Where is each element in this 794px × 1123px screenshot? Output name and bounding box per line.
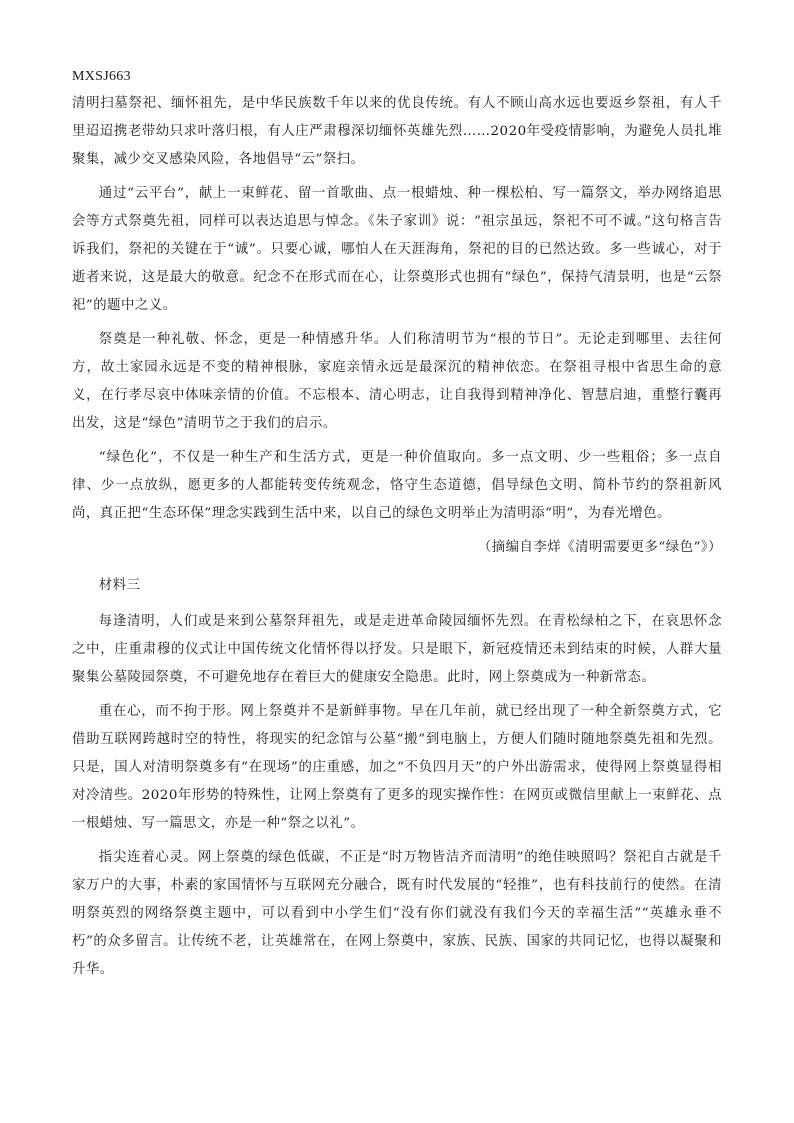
paragraph-7: 指尖连着心灵。网上祭奠的绿色低碳，不正是“时万物皆洁齐而清明”的绝佳映照吗？祭祀自古就是千家万户的大事，朴素的家国情怀与互联网充分融合，既有时代发展的“轻推”，也有科技前行的使然。在清明祭英烈的网络祭奠主题中，可以看到中小学生们“没有你们就没有我们今天的幸福生活”“英雄永垂不朽”的众多留言。让传统不老，让英雄常在，在网上祭奠中，家族、民族、国家的共同记忆，也得以凝聚和升华。 [72, 850, 722, 977]
source-citation: （摘编自李烊《清明需要更多“绿色”》） [477, 540, 722, 555]
section-heading: 材料三 [98, 578, 141, 593]
document-page [72, 64, 722, 984]
paragraph-5: 每逢清明，人们或是来到公墓祭拜祖先，或是走进革命陵园缅怀先烈。在青松绿柏之下，在哀思怀念之中，庄重肃穆的仪式让中国传统文化情怀得以抒发。只是眼下，新冠疫情还未到结束的时候，人群大量聚集公墓陵园祭奠，不可避免地存在着巨大的健康安全隐患。此时，网上祭奠成为一种新常态。 [72, 614, 722, 685]
document-id: MXSJ663 [72, 69, 131, 84]
paragraph-4: “绿色化”，不仅是一种生产和生活方式，更是一种价值取向。多一点文明、少一些粗俗；多一点自律、少一点放纵，愿更多的人都能转变传统观念，恪守生态道德，倡导绿色文明、简朴节约的祭祖新风尚，真正把“生态环保”理念实践到生活中来，以自己的绿色文明举止为清明添“明”，为春光增色。 [72, 450, 722, 521]
paragraph-2: 通过“云平台”，献上一束鲜花、留一首歌曲、点一根蜡烛、种一棵松柏、写一篇祭文，举办网络追思会等方式祭奠先祖，同样可以表达追思与悼念。《朱子家训》说：“祖宗虽远，祭祀不可不诚。”这句格言告诉我们，祭祀的关键在于“诚”。只要心诚，哪怕人在天涯海角，祭祀的目的已然达致。多一些诚心，对于逝者来说，这是最大的敬意。纪念不在形式而在心，让祭奠形式也拥有“绿色”，保持气清景明，也是“云祭祀”的题中之义。 [72, 186, 722, 313]
paragraph-3: 祭奠是一种礼敬、怀念，更是一种情感升华。人们称清明节为“根的节日”。无论走到哪里、去往何方，故土家园永远是不变的精神根脉，家庭亲情永远是最深沉的精神依恋。在祭祖寻根中省思生命的意义，在行孝尽哀中体味亲情的价值。不忘根本、清心明志，让自我得到精神净化、智慧启迪，重整行囊再出发，这是“绿色”清明节之于我们的启示。 [72, 332, 722, 431]
paragraph-6: 重在心，而不拘于形。网上祭奠并不是新鲜事物。早在几年前，就已经出现了一种全新祭奠方式，它借助互联网跨越时空的特性，将现实的纪念馆与公墓“搬”到电脑上，方便人们随时随地祭奠先祖和先烈。只是，国人对清明祭奠多有“在现场”的庄重感，加之“不负四月天”的户外出游需求，使得网上祭奠显得相对冷清些。2020年形势的特殊性，让网上祭奠有了更多的现实操作性：在网页或微信里献上一束鲜花、点一根蜡烛、写一篇思文，亦是一种“祭之以礼”。 [72, 704, 722, 831]
paragraph-1: 清明扫墓祭祀、缅怀祖先，是中华民族数千年以来的优良传统。有人不顾山高水远也要返乡祭祖，有人千里迢迢携老带幼只求叶落归根，有人庄严肃穆深切缅怀英雄先烈……2020年受疫情影响，为避免人员扎堆聚集，减少交叉感染风险，各地倡导“云”祭扫。 [72, 96, 722, 167]
